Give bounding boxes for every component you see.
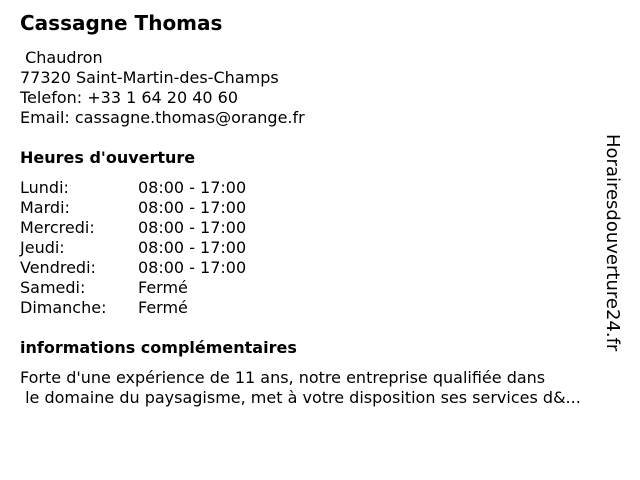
hours-row	[20, 258, 620, 278]
hours-day: Dimanche:	[20, 298, 107, 317]
address-city: 77320 Saint-Martin-des-Champs	[20, 68, 279, 87]
business-name: Cassagne Thomas	[20, 11, 223, 35]
hours-row	[20, 198, 620, 218]
hours-day: Jeudi:	[20, 238, 65, 257]
hours-row	[20, 298, 620, 318]
hours-time: 08:00 - 17:00	[138, 258, 247, 277]
site-watermark: Horairesdouverture24.fr	[602, 134, 623, 352]
hours-day: Samedi:	[20, 278, 86, 297]
phone-number: Telefon: +33 1 64 20 40 60	[20, 88, 239, 107]
hours-time: Fermé	[138, 278, 188, 297]
info-text-line-1: Forte d'une expérience de 11 ans, notre entreprise qualifiée dans	[20, 368, 546, 387]
hours-row	[20, 218, 620, 238]
hours-day: Mardi:	[20, 198, 70, 217]
hours-time: 08:00 - 17:00	[138, 178, 247, 197]
hours-heading: Heures d'ouverture	[20, 148, 196, 167]
info-heading: informations complémentaires	[20, 338, 297, 357]
hours-day: Lundi:	[20, 178, 69, 197]
hours-row	[20, 238, 620, 258]
info-text-line-2: le domaine du paysagisme, met à votre disposition ses services d&...	[20, 388, 581, 407]
hours-day: Mercredi:	[20, 218, 95, 237]
hours-time: Fermé	[138, 298, 188, 317]
hours-row	[20, 178, 620, 198]
business-card	[20, 10, 623, 408]
address-street: Chaudron	[20, 48, 103, 67]
hours-time: 08:00 - 17:00	[138, 238, 247, 257]
hours-time: 08:00 - 17:00	[138, 218, 247, 237]
hours-row	[20, 278, 620, 298]
hours-time: 08:00 - 17:00	[138, 198, 247, 217]
email-address: Email: cassagne.thomas@orange.fr	[20, 108, 305, 127]
hours-day: Vendredi:	[20, 258, 96, 277]
hours-table	[20, 178, 620, 318]
